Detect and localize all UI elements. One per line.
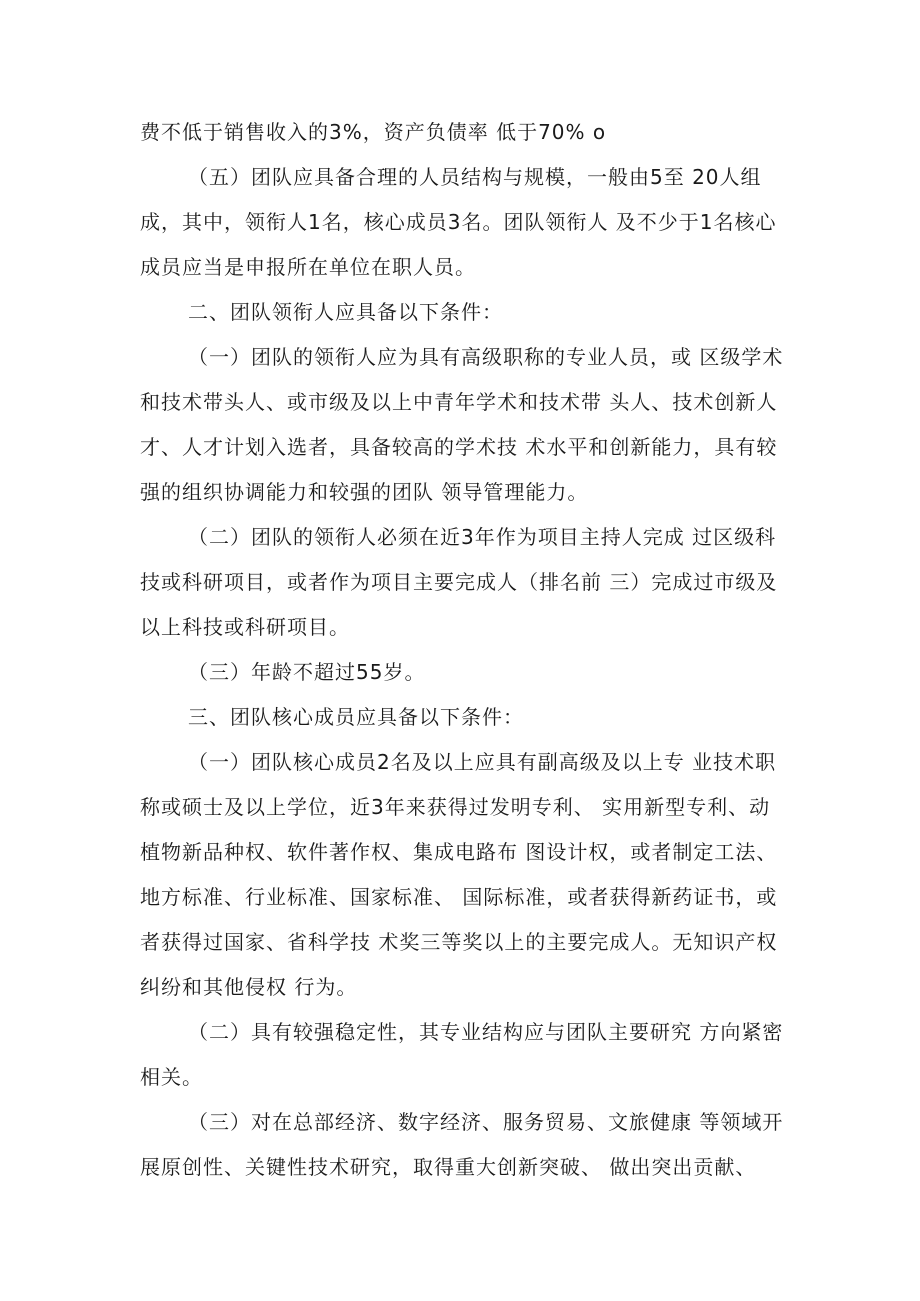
paragraph-leader-title: （一）团队的领衔人应为具有高级职称的专业人员，或 区级学术和技术带头人、或市级及以上中青年学术和技术带 头人、技术创新人才、人才计划入选者，具备较高的学术技 术水平和创新能力，具有较强的组织协调能力和较强的团队 领导管理能力。 <box>140 345 784 504</box>
paragraph-core-member-stability: （二）具有较强稳定性，其专业结构应与团队主要研究 方向紧密相关。 <box>140 1020 784 1089</box>
document-body <box>140 110 790 1190</box>
paragraph-leader-age: （三）年龄不超过55岁。 <box>188 660 426 684</box>
section-heading-leader-conditions: 二、团队领衔人应具备以下条件： <box>188 300 503 324</box>
paragraph-team-structure: （五）团队应具备合理的人员结构与规模，一般由5至 20人组成，其中，领衔人1名，核心成员3名。团队领衔人 及不少于1名核心成员应当是申报所在单位在职人员。 <box>140 165 777 279</box>
section-heading-core-member-conditions: 三、团队核心成员应具备以下条件： <box>188 705 524 729</box>
paragraph-continuation: 费不低于销售收入的3%，资产负债率 低于70% o <box>140 120 607 144</box>
paragraph-leader-projects: （二）团队的领衔人必须在近3年作为项目主持人完成 过区级科技或科研项目，或者作为项目主要完成人（排名前 三）完成过市级及以上科技或科研项目。 <box>140 525 778 639</box>
paragraph-core-member-fields: （三）对在总部经济、数字经济、服务贸易、文旅健康 等领域开展原创性、关键性技术研究，取得重大创新突破、 做出突出贡献、 <box>140 1110 784 1179</box>
paragraph-core-member-qualifications: （一）团队核心成员2名及以上应具有副高级及以上专 业技术职称或硕士及以上学位，近3年来获得过发明专利、 实用新型专利、动植物新品种权、软件著作权、集成电路布 图设计权，或者制定工法、地方标准、行业标准、国家标准、 国际标准，或者获得新药证书，或者获得过国家、省科学技 术奖三等奖以上的主要完成人。无知识产权纠纷和其他侵权 行为。 <box>140 750 778 999</box>
